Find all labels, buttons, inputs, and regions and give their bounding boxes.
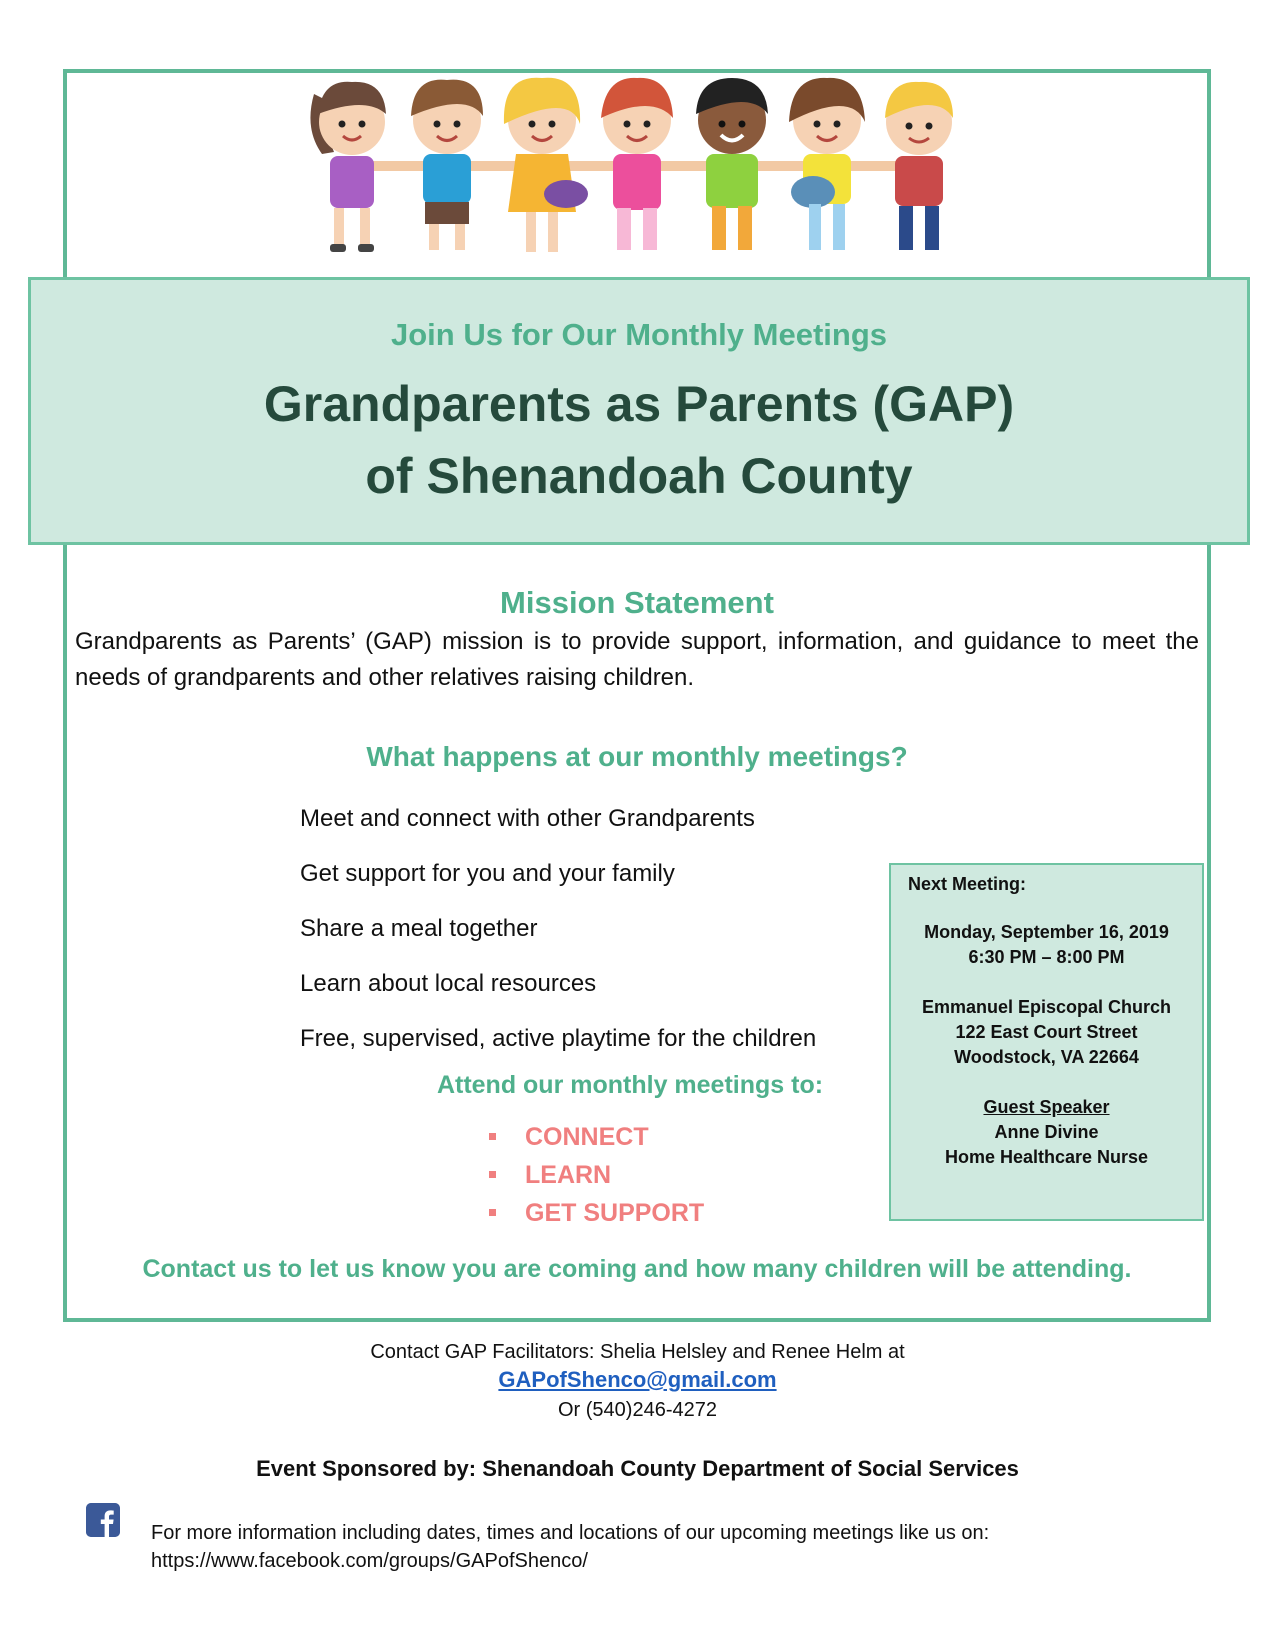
- meeting-time: 6:30 PM – 8:00 PM: [968, 947, 1125, 967]
- facebook-info: [151, 1519, 989, 1575]
- goal-label: LEARN: [525, 1161, 612, 1189]
- activities-list: [300, 799, 816, 1074]
- title-banner: [28, 277, 1250, 545]
- guest-speaker-title: Home Healthcare Nurse: [944, 1147, 1149, 1167]
- meeting-street: 122 East Court Street: [955, 1022, 1138, 1042]
- meeting-location: [891, 995, 1202, 1070]
- goal-item: [485, 1161, 704, 1199]
- next-meeting-box: [889, 863, 1204, 1221]
- mission-heading: Mission Statement: [500, 585, 774, 620]
- contact-note: Contact us to let us know you are coming and how many children will be attending.: [142, 1255, 1132, 1283]
- list-item: Free, supervised, active playtime for the children: [300, 1025, 817, 1052]
- square-bullet-icon: [489, 1133, 496, 1140]
- phone-text: Or (540)246-4272: [558, 1399, 717, 1421]
- next-meeting-label: Next Meeting:: [908, 874, 1027, 894]
- goals-list: [485, 1123, 704, 1237]
- goal-label: CONNECT: [525, 1123, 649, 1151]
- meeting-venue: Emmanuel Episcopal Church: [921, 997, 1172, 1017]
- facebook-info-text: For more information including dates, times and locations of our upcoming meetings like us on:: [151, 1522, 990, 1544]
- email-row: [0, 1367, 1275, 1393]
- list-item: Get support for you and your family: [300, 860, 675, 887]
- facilitators-text: Contact GAP Facilitators: Shelia Helsley and Renee Helm at: [370, 1341, 905, 1363]
- goal-label: GET SUPPORT: [525, 1199, 705, 1227]
- title-line-2: of Shenandoah County: [365, 448, 913, 504]
- mission-body: Grandparents as Parents’ (GAP) mission is to provide support, information, and guidance to meet the needs of grandparents and other relatives raising children.: [75, 628, 1199, 691]
- meeting-datetime: [891, 920, 1202, 970]
- guest-speaker-name: Anne Divine: [994, 1122, 1099, 1142]
- square-bullet-icon: [489, 1209, 496, 1216]
- title-line-1: Grandparents as Parents (GAP): [263, 376, 1015, 432]
- page-title: [31, 368, 1247, 512]
- sponsor-text: Event Sponsored by: Shenandoah County Department of Social Services: [256, 1456, 1019, 1481]
- meetings-heading: What happens at our monthly meetings?: [366, 741, 908, 772]
- email-link[interactable]: GAPofShenco@gmail.com: [498, 1367, 777, 1392]
- meeting-date: Monday, September 16, 2019: [924, 922, 1169, 942]
- list-item: Learn about local resources: [300, 970, 597, 997]
- list-item: Meet and connect with other Grandparents: [300, 805, 755, 832]
- guest-speaker-label: Guest Speaker: [983, 1097, 1110, 1117]
- list-item: Share a meal together: [300, 915, 538, 942]
- goal-item: [485, 1123, 704, 1161]
- children-holding-hands-illustration: [297, 74, 977, 270]
- facebook-url[interactable]: https://www.facebook.com/groups/GAPofShenco/: [151, 1550, 588, 1572]
- banner-subtitle: Join Us for Our Monthly Meetings: [390, 317, 887, 352]
- attend-heading: Attend our monthly meetings to:: [436, 1071, 824, 1099]
- facebook-icon[interactable]: [86, 1503, 120, 1537]
- goal-item: [485, 1199, 704, 1237]
- guest-speaker: [891, 1095, 1202, 1170]
- square-bullet-icon: [489, 1171, 496, 1178]
- meeting-city: Woodstock, VA 22664: [954, 1047, 1139, 1067]
